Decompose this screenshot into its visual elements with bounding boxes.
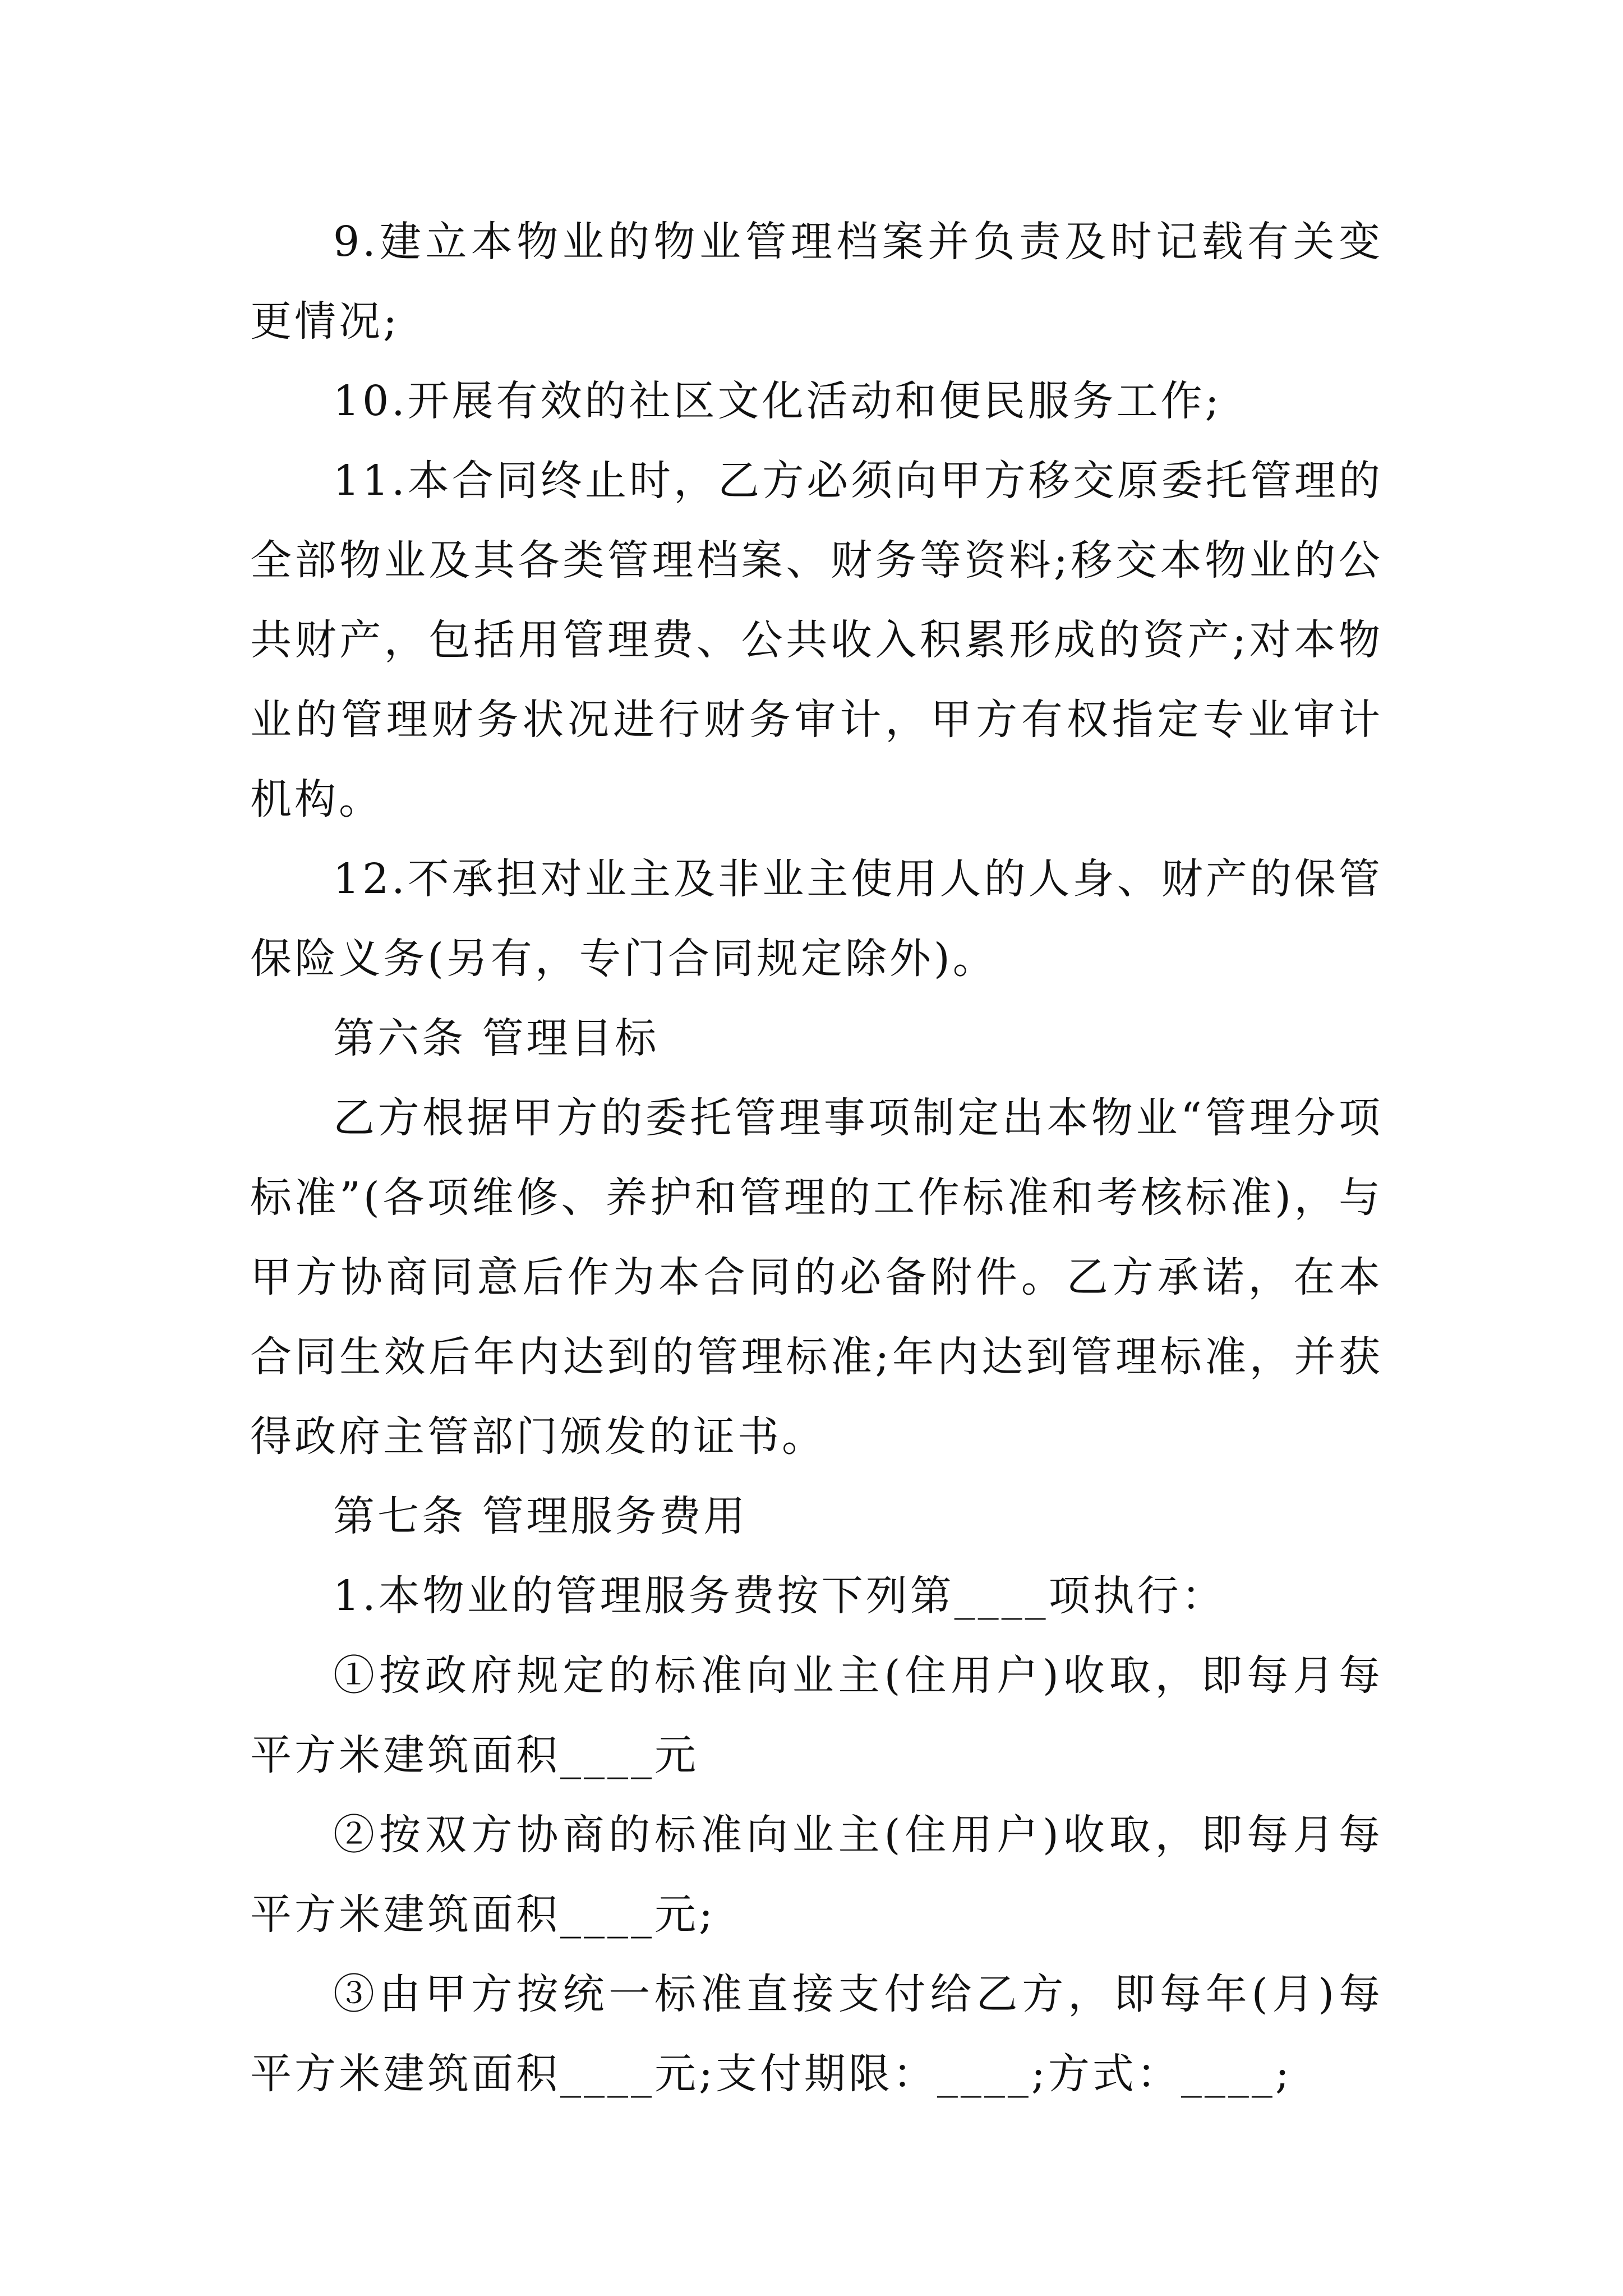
article-6-heading: 第六条 管理目标 xyxy=(333,1014,660,1062)
article-7-heading: 第七条 管理服务费用 xyxy=(333,1492,748,1540)
paragraph-item-12: 12.不承担对业主及非业主使用人的人身、财产的保管保险义务(另有，专门合同规定除外)。 xyxy=(250,855,1383,983)
fee-option-1: ①按政府规定的标准向业主(住用户)收取，即每月每平方米建筑面积____元 xyxy=(250,1651,1383,1779)
paragraph-item-11: 11.本合同终止时，乙方必须向甲方移交原委托管理的全部物业及其各类管理档案、财务等资料;移交本物业的公共财产，包括用管理费、公共收入积累形成的资产;对本物业的管理财务状况进行财务审计，甲方有权指定专业审计机构。 xyxy=(250,457,1383,823)
paragraph-item-10: 10.开展有效的社区文化活动和便民服务工作; xyxy=(333,377,1222,425)
document-body xyxy=(250,202,1383,2114)
fee-item-1: 1.本物业的管理服务费按下列第____项执行： xyxy=(333,1572,1226,1620)
paragraph-item-9: 9.建立本物业的物业管理档案并负责及时记载有关变更情况; xyxy=(250,218,1383,346)
fee-option-2: ②按双方协商的标准向业主(住用户)收取，即每月每平方米建筑面积____元; xyxy=(250,1811,1383,1939)
fee-option-3: ③由甲方按统一标准直接支付给乙方，即每年(月)每平方米建筑面积____元;支付期限：____;方式：____; xyxy=(250,1970,1383,2098)
article-6-body: 乙方根据甲方的委托管理事项制定出本物业“管理分项标准”(各项维修、养护和管理的工作标准和考核标准)，与甲方协商同意后作为本合同的必备附件。乙方承诺，在本合同生效后年内达到的管理标准;年内达到管理标准，并获得政府主管部门颁发的证书。 xyxy=(250,1094,1383,1461)
